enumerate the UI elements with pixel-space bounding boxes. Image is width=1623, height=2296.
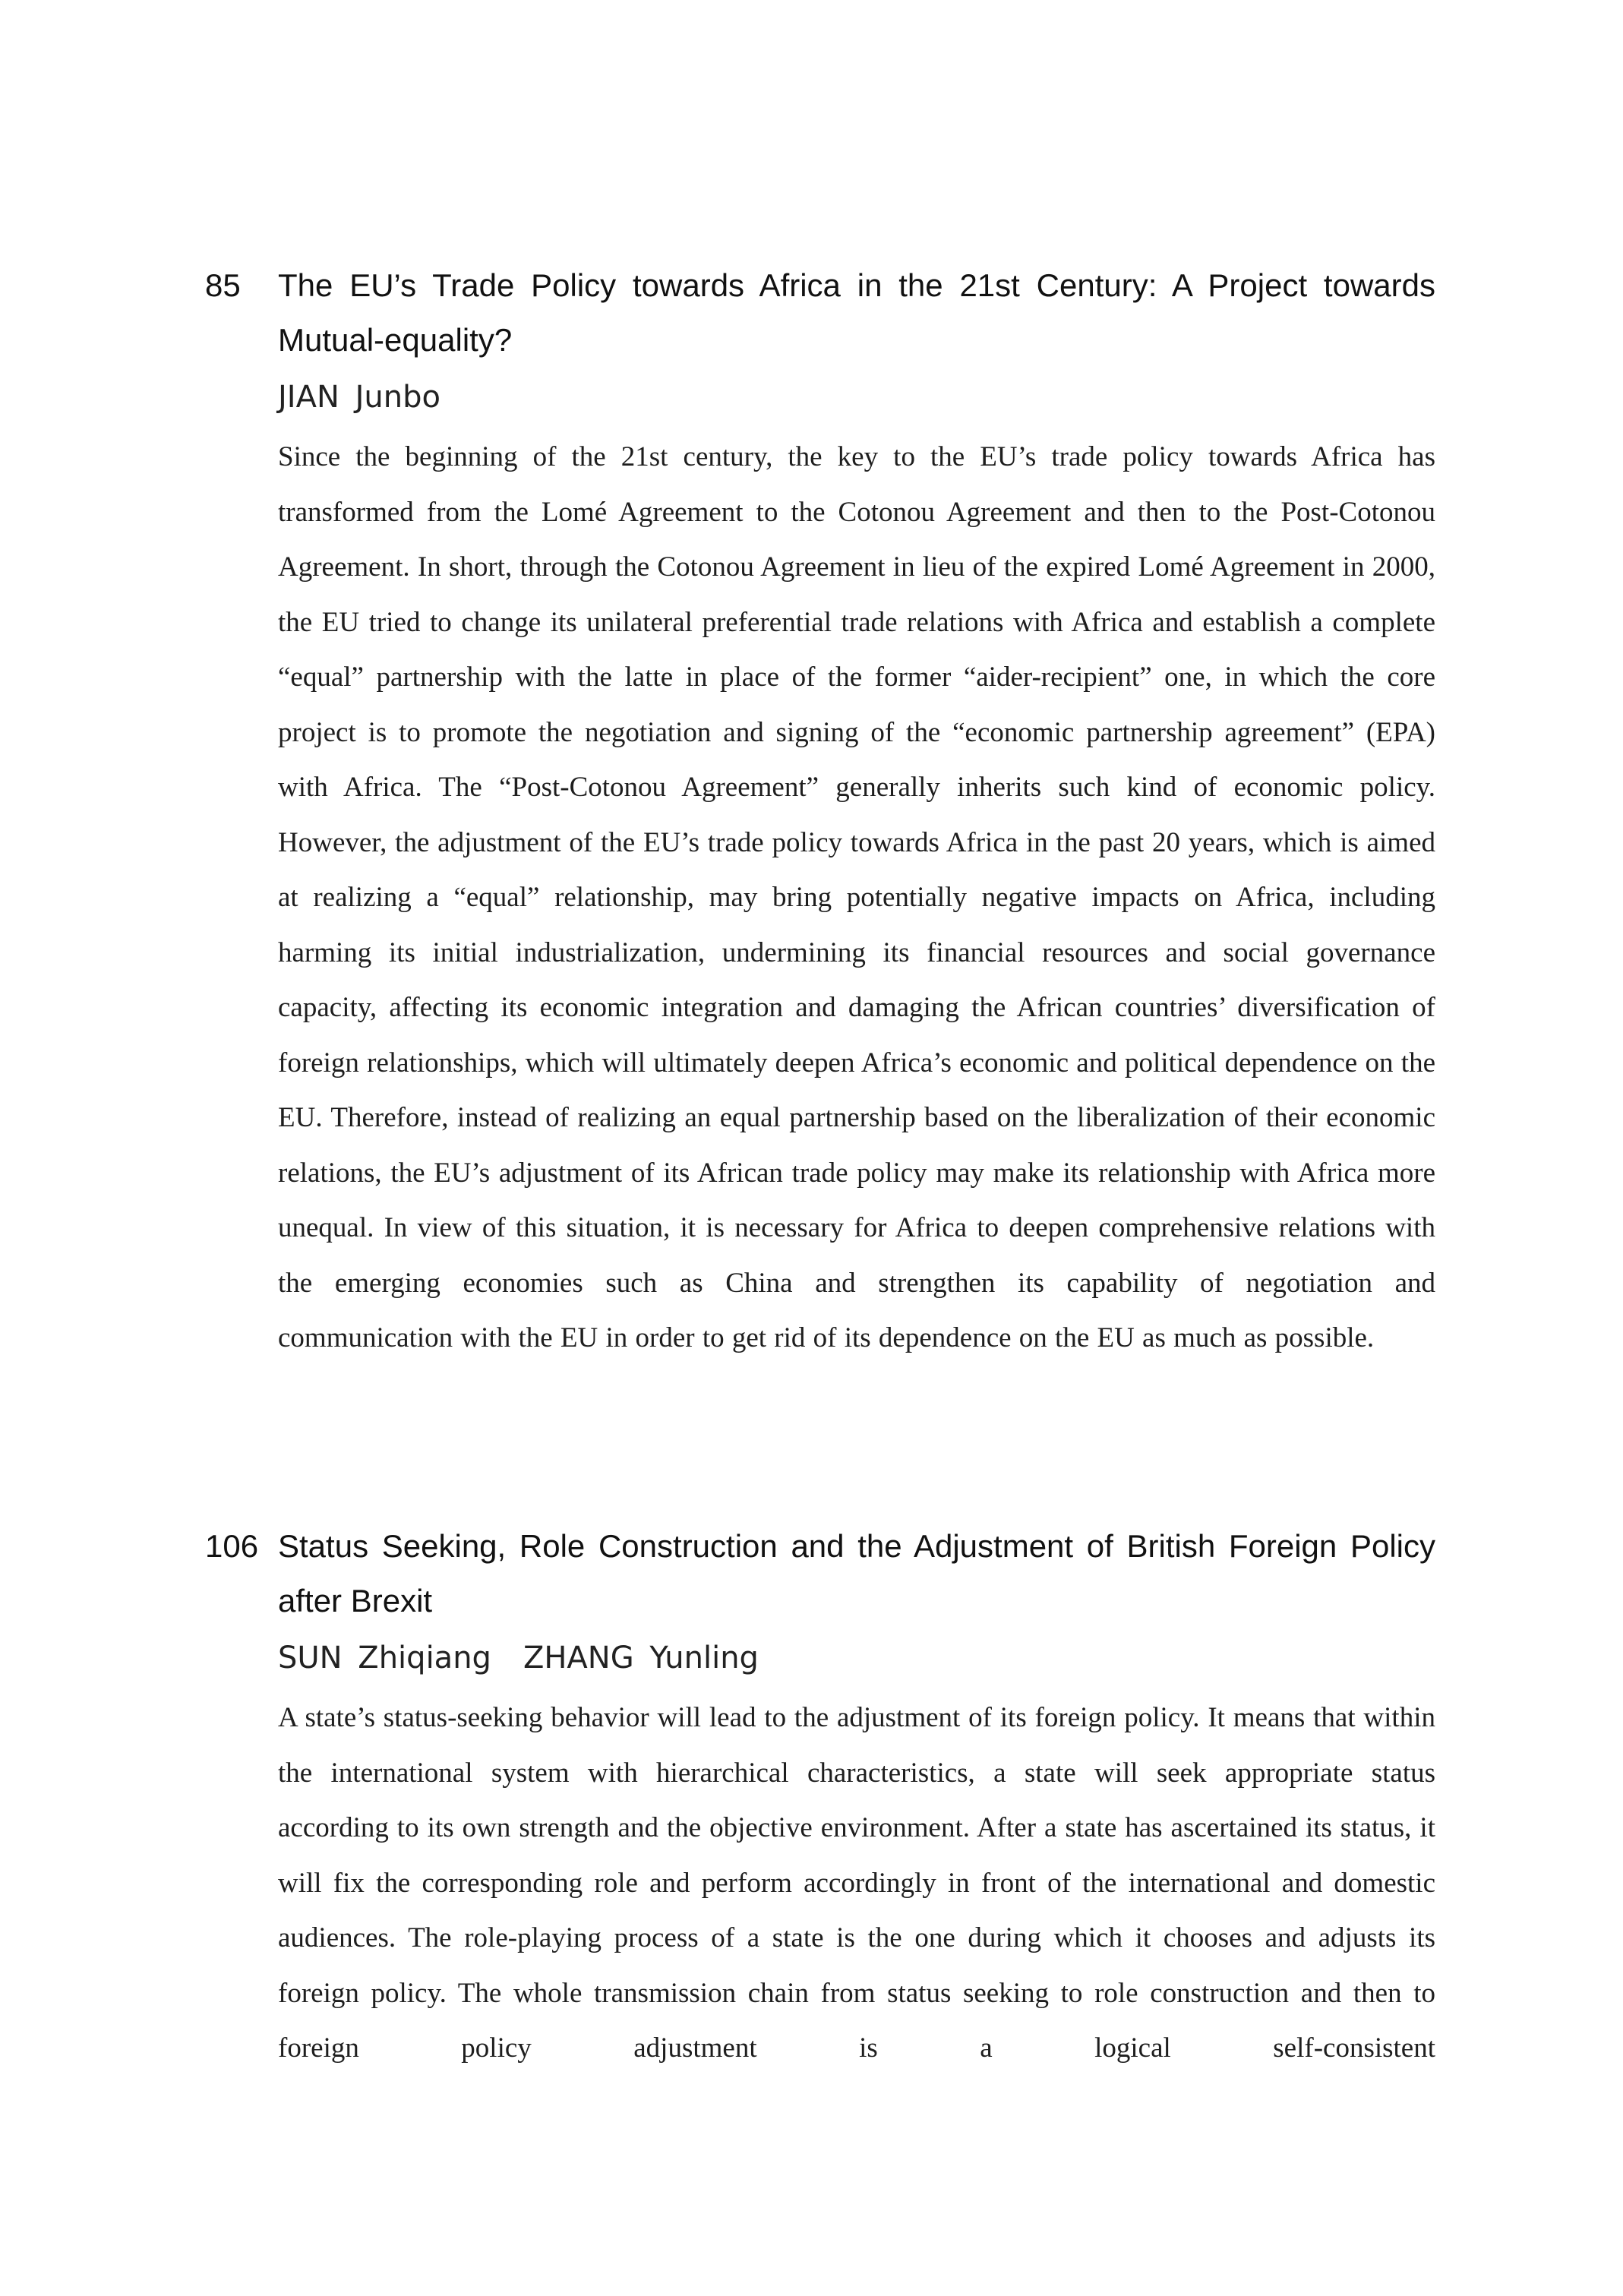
article-abstract: Since the beginning of the 21st century, the key to the EU’s trade policy towards Africa has transformed from the Lomé Agreement to the Cotonou Agreement and then to the Post-Cotonou Agreement. In short, through the Cotonou Agreement in lieu of the expired Lomé Agreement in 2000, the EU tried to change its unilateral preferential trade relations with Africa and establish a complete “equal” partnership with the latte in place of the former “aider-recipient” one, in which the core project is to promote the negotiation and signing of the “economic partnership agreement” (EPA) with Africa. The “Post-Cotonou Agreement” generally inherits such kind of economic policy. However, the adjustment of the EU’s trade policy towards Africa in the past 20 years, which is aimed at realizing a “equal” relationship, may bring potentially negative impacts on Africa, including harming its initial industrialization, undermining its financial resources and social governance capacity, affecting its economic integration and damaging the African countries’ diversification of foreign relationships, which will ultimately deepen Africa’s economic and political dependence on the EU. Therefore, instead of realizing an equal partnership based on the liberalization of their economic relations, the EU’s adjustment of its African trade policy may make its relationship with Africa more unequal. In view of this situation, it is necessary for Africa to deepen comprehensive relations with the emerging economies such as China and strengthen its capability of negotiation and communication with the EU in order to get rid of its dependence on the EU as much as possible.: [278, 441, 1435, 1353]
article-entry: [205, 258, 1435, 1366]
page-number: 85: [205, 267, 241, 303]
article-entry: [205, 1519, 1435, 2077]
article-abstract: A state’s status-seeking behavior will lead to the adjustment of its foreign policy. It means that within the international system with hierarchical characteristics, a state will seek appropriate status according to its own strength and the objective environment. After a state has ascertained its status, it will fix the corresponding role and perform accordingly in front of the international and domestic audiences. The role-playing process of a state is the one during which it chooses and adjusts its foreign policy. The whole transmission chain from status seeking to role construction and then to foreign policy adjustment is a logical self-consistent: [278, 1702, 1435, 2064]
article-authors: [278, 368, 1435, 427]
page-number: 106: [205, 1528, 259, 1564]
author-name: ZHANG Yunling: [523, 1641, 759, 1675]
article-title: The EU’s Trade Policy towards Africa in the 21st Century: A Project towards Mutual-equality?: [278, 267, 1435, 358]
author-name: JIAN Junbo: [278, 380, 440, 415]
author-name: SUN Zhiqiang: [278, 1641, 491, 1675]
article-title: Status Seeking, Role Construction and the Adjustment of British Foreign Policy after Brexit: [278, 1528, 1435, 1619]
article-authors: [278, 1628, 1435, 1688]
